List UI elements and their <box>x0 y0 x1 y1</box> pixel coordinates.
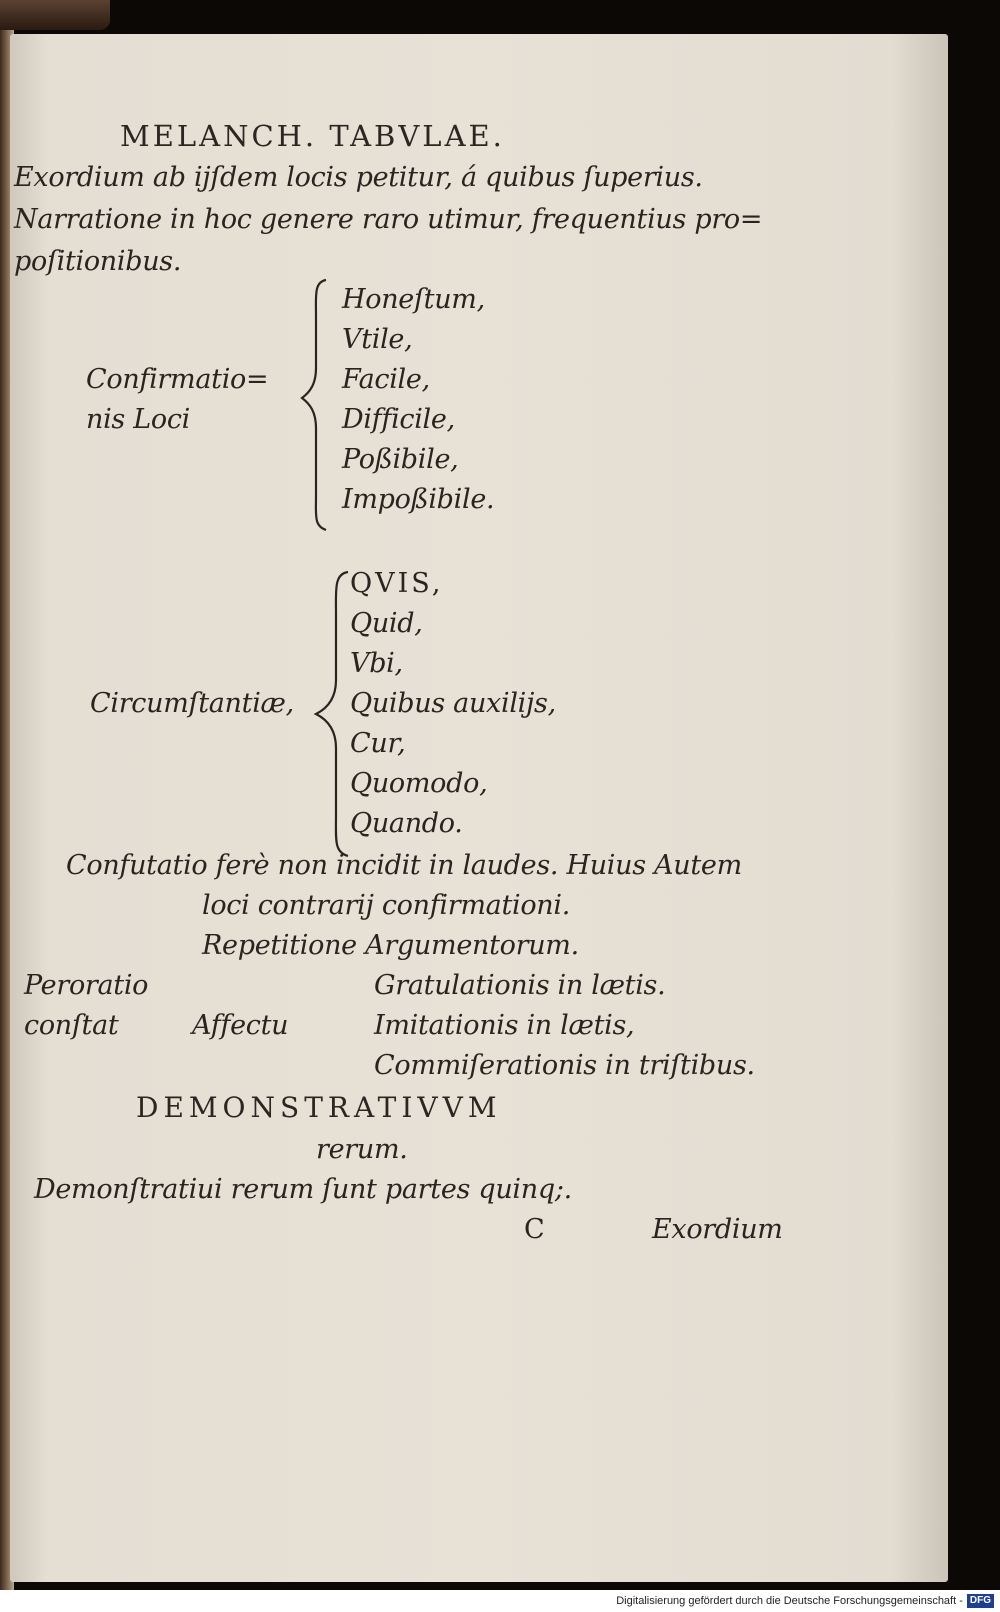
circumstantiae-item: Quibus auxilijs, <box>350 688 556 719</box>
exordium-line: Exordium ab ijſdem locis petitur, á quibus ſuperius. <box>14 162 703 193</box>
running-title: MELANCH. TABVLAE. <box>120 119 505 153</box>
confirmatio-item: Impoßibile. <box>342 484 495 515</box>
peroratio-label-line-1: Peroratio <box>24 970 149 1001</box>
confirmatio-brace-icon <box>296 276 336 536</box>
affectus-item: Commiſerationis in triſtibus. <box>374 1050 755 1081</box>
circumstantiae-item: Quando. <box>350 808 463 839</box>
circumstantiae-brace-icon <box>310 568 354 860</box>
confirmatio-item: Difficile, <box>342 404 455 435</box>
catchword: Exordium <box>652 1214 783 1245</box>
circumstantiae-item: Vbi, <box>350 648 403 679</box>
confutatio-line-2: loci contrarij confirmationi. <box>202 890 570 921</box>
section-heading: DEMONSTRATIVVM <box>136 1091 502 1124</box>
affectus-item: Imitationis in lætis, <box>374 1010 635 1041</box>
narratione-line-2: poſitionibus. <box>14 246 182 277</box>
section-intro-line: Demonſtratiui rerum ſunt partes quinq;. <box>34 1174 572 1205</box>
circumstantiae-label: Circumſtantiæ, <box>90 688 294 719</box>
dfg-logo-icon: DFG <box>967 1594 994 1608</box>
circumstantiae-item: Cur, <box>350 728 406 759</box>
digitization-footer <box>0 1590 1000 1612</box>
section-subheading: rerum. <box>316 1134 408 1165</box>
circumstantiae-item: QVIS, <box>350 568 444 599</box>
signature-mark: C <box>524 1214 545 1245</box>
confirmatio-label-line-2: nis Loci <box>86 404 191 435</box>
confirmatio-item: Vtile, <box>342 324 413 355</box>
footer-credit: Digitalisierung gefördert durch die Deutsche Forschungsgemeinschaft - <box>616 1595 963 1607</box>
repetitione-line: Repetitione Argumentorum. <box>202 930 579 961</box>
confirmatio-item: Facile, <box>342 364 430 395</box>
circumstantiae-item: Quid, <box>350 608 423 639</box>
book-cover-corner <box>0 0 110 30</box>
circumstantiae-item: Quomodo, <box>350 768 488 799</box>
affectu-label: Affectu <box>192 1010 289 1041</box>
confirmatio-item: Poßibile, <box>342 444 459 475</box>
confutatio-line-1: Confutatio ferè non incidit in laudes. Huius Autem <box>66 850 742 881</box>
confirmatio-label-line-1: Confirmatio= <box>86 364 269 395</box>
peroratio-label-line-2: conſtat <box>24 1010 119 1041</box>
narratione-line-1: Narratione in hoc genere raro utimur, frequentius pro= <box>14 204 763 235</box>
affectus-item: Gratulationis in lætis. <box>374 970 666 1001</box>
confirmatio-item: Honeſtum, <box>342 284 485 315</box>
